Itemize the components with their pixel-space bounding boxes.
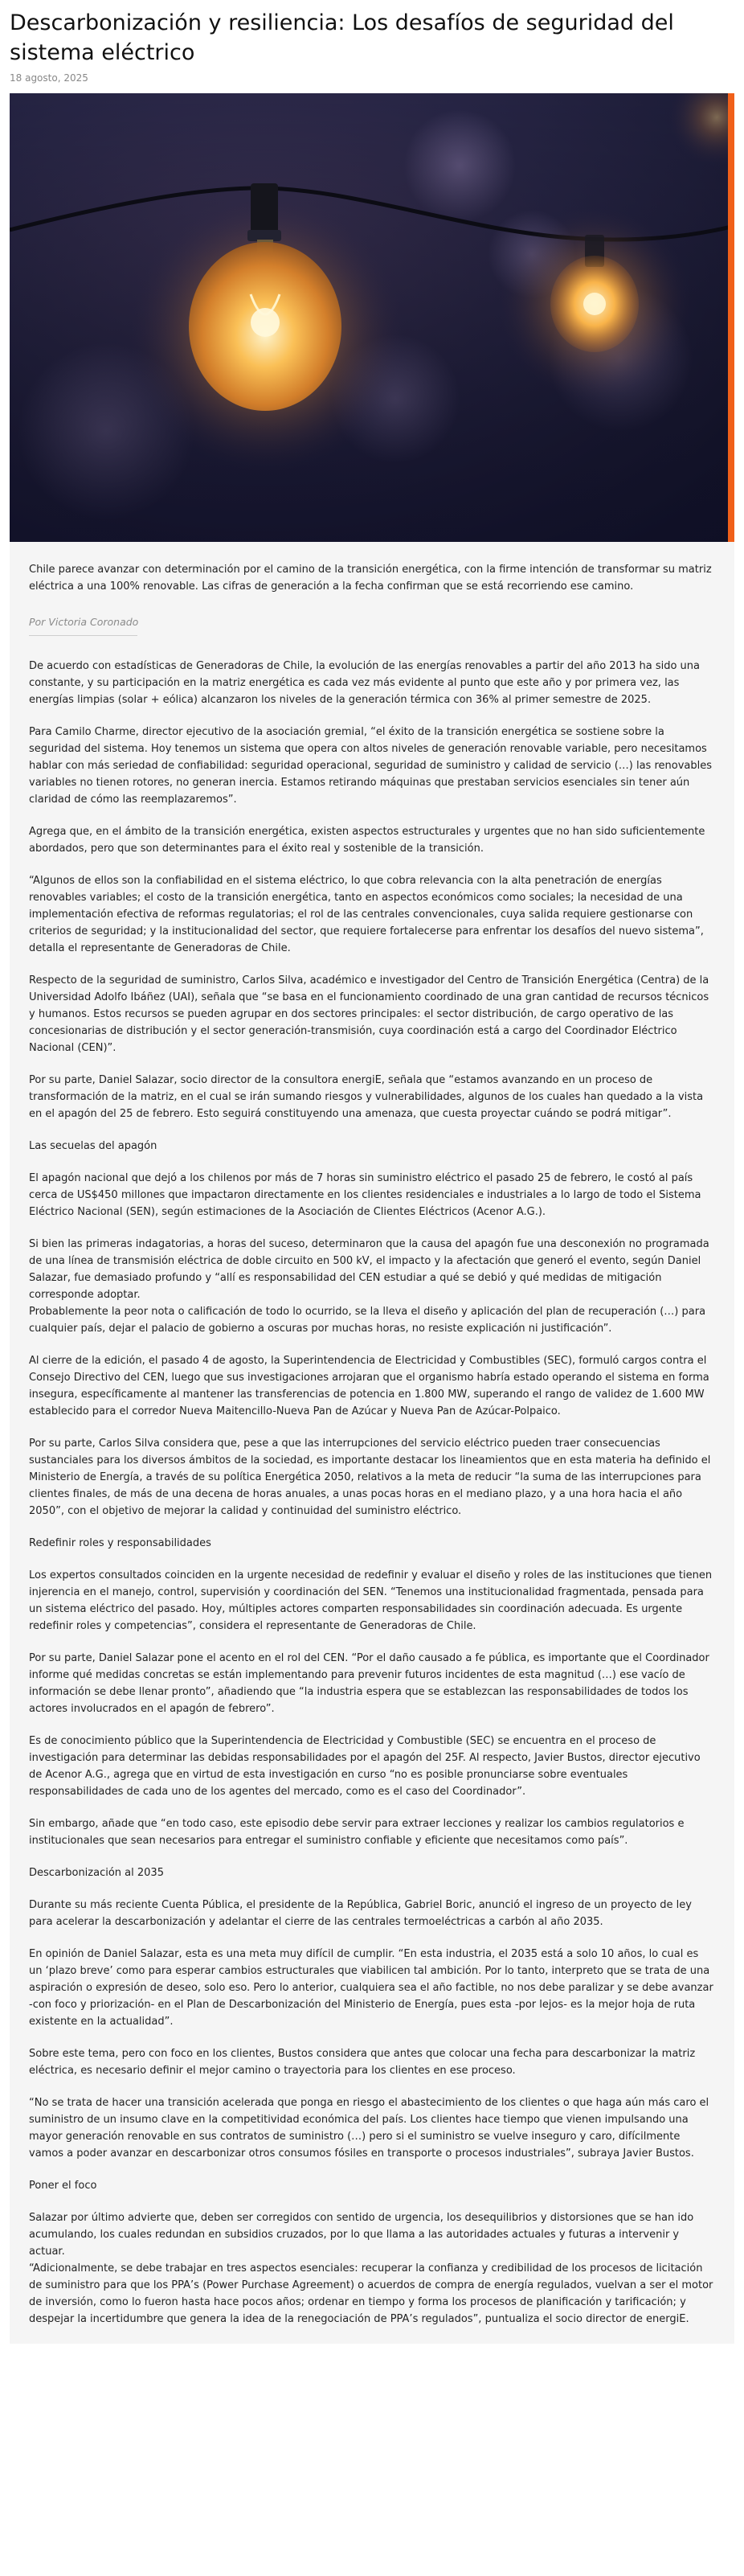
paragraph: En opinión de Daniel Salazar, esta es una meta muy difícil de cumplir. “En esta industria, el 2035 está a solo 10 años, lo cual es un ‘plazo breve’ como para esperar cambios estructurales que viabilicen tal ambición. Por lo tanto, interpreto que se trata de una aspiración o expresión de deseo, solo eso. Pero lo anterior, cualquiera sea el año factible, no nos debe paralizar y se debe avanzar -con foco y priorización- en el Plan de Descarbonización del Ministerio de Energía, pues esta -por lejos- es la mejor hoja de ruta existente en la actualidad”. (29, 1948, 713, 2028)
paragraph: Probablemente la peor nota o calificación de todo lo ocurrido, se la lleva el diseño y aplicación del plan de recuperación (…) para cualquier país, dejar el palacio de gobierno a oscuras por muchas horas, no resiste explicación ni justificación”. (29, 1306, 706, 1335)
paragraph: “No se trata de hacer una transición acelerada que ponga en riesgo el abastecimiento de los clientes o que haga aún más caro el suministro de un insumo clave en la competitividad económica del país. Los clientes hace tiempo que vienen impulsando una mayor generación renovable en sus contratos de suministro (…) pero si el suministro se vuelve inseguro y caro, difícilmente vamos a poder avanzar en descarbonizar otros consumos fósiles en transporte o procesos industriales”, subraya Javier Bustos. (29, 2097, 709, 2160)
paragraph: Los expertos consultados coinciden en la urgente necesidad de redefinir y evaluar el diseño y roles de las instituciones que tienen injerencia en el manejo, control, supervisión y coordinación del SEN. “Tenemos una institucionalidad fragmentada, pensada para un sistema eléctrico del pasado. Hoy, múltiples actores comparten responsabilidades sin coordinación adecuada. Es urgente redefinir roles y competencias”, considera el representante de Generadoras de Chile. (29, 1569, 713, 1632)
section-heading: Redefinir roles y responsabilidades (29, 1537, 211, 1549)
paragraph: Por su parte, Daniel Salazar pone el acento en el rol del CEN. “Por el daño causado a fe pública, es importante que el Coordinador informe qué medidas concretas se están implementando para prevenir futuros incidentes de esta magnitud (…) ese vacío de información se debe llenar pronto”, añadiendo que “la industria espera que se establezcan las responsabilidades de todos los actores involucrados en el apagón de febrero”. (29, 1652, 709, 1715)
paragraph: Durante su más reciente Cuenta Pública, el presidente de la República, Gabriel Boric, anunció el ingreso de un proyecto de ley para acelerar la descarbonización y adelantar el cierre de las centrales termoeléctricas a carbón al año 2035. (29, 1899, 692, 1928)
paragraph: Respecto de la seguridad de suministro, Carlos Silva, académico e investigador del Centro de Transición Energética (Centra) de la Universidad Adolfo Ibáñez (UAI), señala que “se basa en el funcionamiento coordinado de una gran cantidad de recursos técnicos y humanos. Estos recursos se pueden agrupar en dos sectores principales: el sector distribución, de cargo operativo de las concesionarias de distribución y el sector generación-transmisión, cuya coordinación está a cargo del Coordinador Eléctrico Nacional (CEN)”. (29, 974, 709, 1054)
paragraph: Sin embargo, añade que “en todo caso, este episodio debe servir para extraer lecciones y realizar los cambios regulatorios e institucionales que sean necesarios para entregar el suministro confiable y eficiente que necesitamos como país”. (29, 1818, 685, 1847)
paragraph: Si bien las primeras indagatorias, a horas del suceso, determinaron que la causa del apagón fue una desconexión no programada de una línea de transmisión eléctrica de doble circuito en 500 kV, el impacto y la afectación que generó el evento, según Daniel Salazar, fue demasiado profundo y “allí es responsabilidad del CEN estudiar a qué se debió y qué medidas de mitigación corresponde adoptar. (29, 1238, 709, 1301)
section-heading: Las secuelas del apagón (29, 1140, 157, 1152)
article-body (10, 542, 734, 2344)
light-bulbs-photo (10, 93, 734, 542)
paragraph: De acuerdo con estadísticas de Generadoras de Chile, la evolución de las energías renovables a partir del año 2013 ha sido una constante, y su participación en la matriz energética es cada vez más evidente al punto que este año y por primera vez, las energías limpias (solar + eólica) alcanzaron los niveles de la generación térmica con 36% al primer semestre de 2025. (29, 660, 701, 706)
paragraph: “Adicionalmente, se debe trabajar en tres aspectos esenciales: recuperar la confianza y credibilidad de los procesos de licitación de suministro para que los PPA’s (Power Purchase Agreement) o acuerdos de compra de energía regulados, vuelvan a ser el motor de inversión, como lo fueron hasta hace pocos años; ordenar en tiempo y forma los procesos de planificación y tarificación; y despejar la incertidumbre que genera la idea de la renegociación de PPA’s regulados”, puntualiza el socio director de energiE. (29, 2262, 713, 2325)
byline-divider (29, 635, 137, 636)
article-byline: Por Victoria Coronado (29, 616, 139, 628)
article-title: Descarbonización y resiliencia: Los desafíos de seguridad del sistema eléctrico (10, 10, 674, 65)
article-date: 18 agosto, 2025 (10, 72, 88, 84)
paragraph: Agrega que, en el ámbito de la transición energética, existen aspectos estructurales y urgentes que no han sido suficientemente abordados, pero que son determinantes para el éxito real y sostenible de la transición. (29, 826, 705, 855)
paragraph: Es de conocimiento público que la Superintendencia de Electricidad y Combustible (SEC) se encuentra en el proceso de investigación para determinar las debidas responsabilidades por el apagón del 25F. Al respecto, Javier Bustos, director ejecutivo de Acenor A.G., agrega que en virtud de esta investigación en curso “no es posible pronunciarse sobre eventuales responsabilidades de cada uno de los agentes del mercado, como es el caso del Coordinador”. (29, 1735, 701, 1798)
section-heading: Descarbonización al 2035 (29, 1867, 164, 1879)
paragraph: Salazar por último advierte que, deben ser corregidos con sentido de urgencia, los desequilibrios y distorsiones que se han ido acumulando, los cuales redundan en subsidios cruzados, por lo que llama a las autoridades actuales y futuras a intervenir y actuar. (29, 2212, 694, 2258)
paragraph: Para Camilo Charme, director ejecutivo de la asociación gremial, “el éxito de la transición energética se sostiene sobre la seguridad del sistema. Hoy tenemos un sistema que opera con altos niveles de generación renovable variable, pero necesitamos hablar con más seriedad de confiabilidad: seguridad operacional, seguridad de suministro y calidad de servicio (…) las renovables variables no tienen rotores, no generan inercia. Estamos retirando máquinas que prestaban servicios esenciales sin tener aún claridad de cómo las reemplazaremos”. (29, 726, 713, 806)
paragraph: Por su parte, Daniel Salazar, socio director de la consultora energiE, señala que “estamos avanzando en un proceso de transformación de la matriz, en el cual se irán sumando riesgos y vulnerabilidades, algunos de los cuales han quedado a la vista en el apagón del 25 de febrero. Esto seguirá constituyendo una amenaza, que cuesta proyectar cuándo se podrá mitigar”. (29, 1074, 704, 1120)
paragraph: Sobre este tema, pero con foco en los clientes, Bustos considera que antes que colocar una fecha para descarbonizar la matriz eléctrica, es necesario definir el mejor camino o trayectoria para los clientes en ese proceso. (29, 2048, 696, 2077)
paragraph: Por su parte, Carlos Silva considera que, pese a que las interrupciones del servicio eléctrico pueden traer consecuencias sustanciales para los diversos ámbitos de la sociedad, es importante destacar los lineamientos que en esta materia ha definido el Ministerio de Energía, a través de su política Energética 2050, relativos a la meta de reducir “la suma de las interrupciones para clientes finales, de más de una decena de horas anuales, a unas pocas horas en el mediano plazo, y a una hora hacia el año 2050”, con el objetivo de mejorar la calidad y continuidad del suministro eléctrico. (29, 1438, 711, 1517)
accent-bar (728, 93, 734, 542)
paragraph: “Algunos de ellos son la confiabilidad en el sistema eléctrico, lo que cobra relevancia con la alta penetración de energías renovables variables; el costo de la transición energética, tanto en aspectos económicos como sociales; la necesidad de una implementación efectiva de reformas regulatorias; el rol de las centrales convencionales, cuya salida requiere gestionarse con criterios de seguridad; y la institucionalidad del sector, que requiere fortalecerse para enfrentar los desafíos del nuevo sistema”, detalla el representante de Generadoras de Chile. (29, 875, 704, 954)
section-heading: Poner el foco (29, 2180, 97, 2192)
hero-image (10, 93, 734, 542)
paragraph: El apagón nacional que dejó a los chilenos por más de 7 horas sin suministro eléctrico el pasado 25 de febrero, le costó al país cerca de US$450 millones que impactaron directamente en los clientes residenciales e industriales a lo largo de todo el Sistema Eléctrico Nacional (SEN), según estimaciones de la Asociación de Clientes Eléctricos (Acenor A.G.). (29, 1172, 701, 1218)
article-lead: Chile parece avanzar con determinación por el camino de la transición energética, con la firme intención de transformar su matriz eléctrica a una 100% renovable. Las cifras de generación a la fecha confirman que se está recorriendo ese camino. (29, 564, 712, 593)
paragraph: Al cierre de la edición, el pasado 4 de agosto, la Superintendencia de Electricidad y Combustibles (SEC), formuló cargos contra el Consejo Directivo del CEN, luego que sus investigaciones arrojaran que el organismo habría estado operando el sistema en forma insegura, específicamente al mantener las transferencias de potencia en 1.800 MW, superando el rango de validez de 1.600 MW establecido para el corredor Nueva Maitencillo-Nueva Pan de Azúcar y Nueva Pan de Azúcar-Polpaico. (29, 1355, 709, 1417)
